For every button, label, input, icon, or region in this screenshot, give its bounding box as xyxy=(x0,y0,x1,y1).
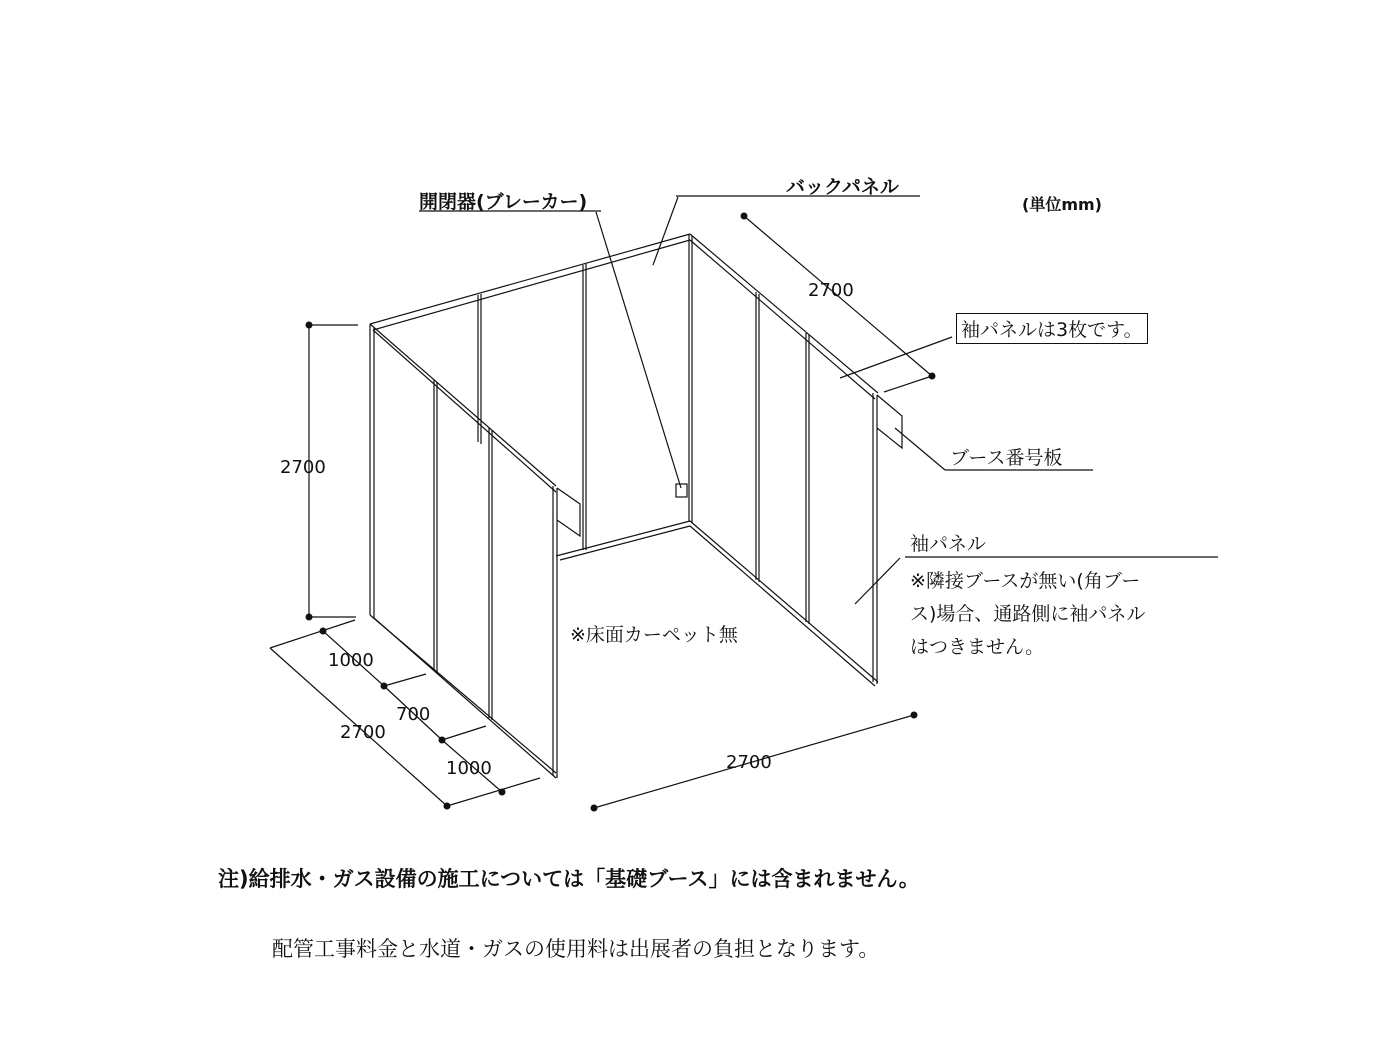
dim-height: 2700 xyxy=(280,457,326,478)
back-panel-label: バックパネル xyxy=(786,176,899,198)
note-2: 配管工事料金と水道・ガスの使用料は出展者の負担となります。 xyxy=(272,937,880,961)
side-panel-note-line3: はつきません。 xyxy=(910,636,1045,658)
breaker-label: 開閉器(ブレーカー) xyxy=(419,191,588,213)
dim-left-total: 2700 xyxy=(340,722,386,743)
top-frame xyxy=(370,234,878,492)
dim-left-seg1: 1000 xyxy=(328,650,374,671)
booth-number-plate-label: ブース番号板 xyxy=(950,447,1063,469)
breaker-box xyxy=(676,484,687,497)
floor-line xyxy=(370,521,878,778)
dimension-lines xyxy=(270,216,932,808)
dim-back-right: 2700 xyxy=(808,280,854,301)
side-panel-note-line1: ※隣接ブースが無い(角ブー xyxy=(910,570,1141,592)
side-panel-note-line2: ス)場合、通路側に袖パネル xyxy=(910,603,1146,625)
side-panel-count-label: 袖パネルは3枚です。 xyxy=(956,313,1148,344)
unit-label: (単位mm) xyxy=(1022,195,1102,214)
panel-posts xyxy=(370,234,877,778)
leader-lines xyxy=(419,196,1218,604)
side-panel-label: 袖パネル xyxy=(910,533,987,555)
carpet-note: ※床面カーペット無 xyxy=(570,624,738,646)
dim-left-seg3: 1000 xyxy=(446,758,492,779)
booth-number-plates xyxy=(557,395,902,536)
dim-front-bottom: 2700 xyxy=(726,752,772,773)
note-1: 注)給排水・ガス設備の施工については「基礎ブース」には含まれません。 xyxy=(218,867,920,891)
dim-left-seg2: 700 xyxy=(396,704,431,725)
